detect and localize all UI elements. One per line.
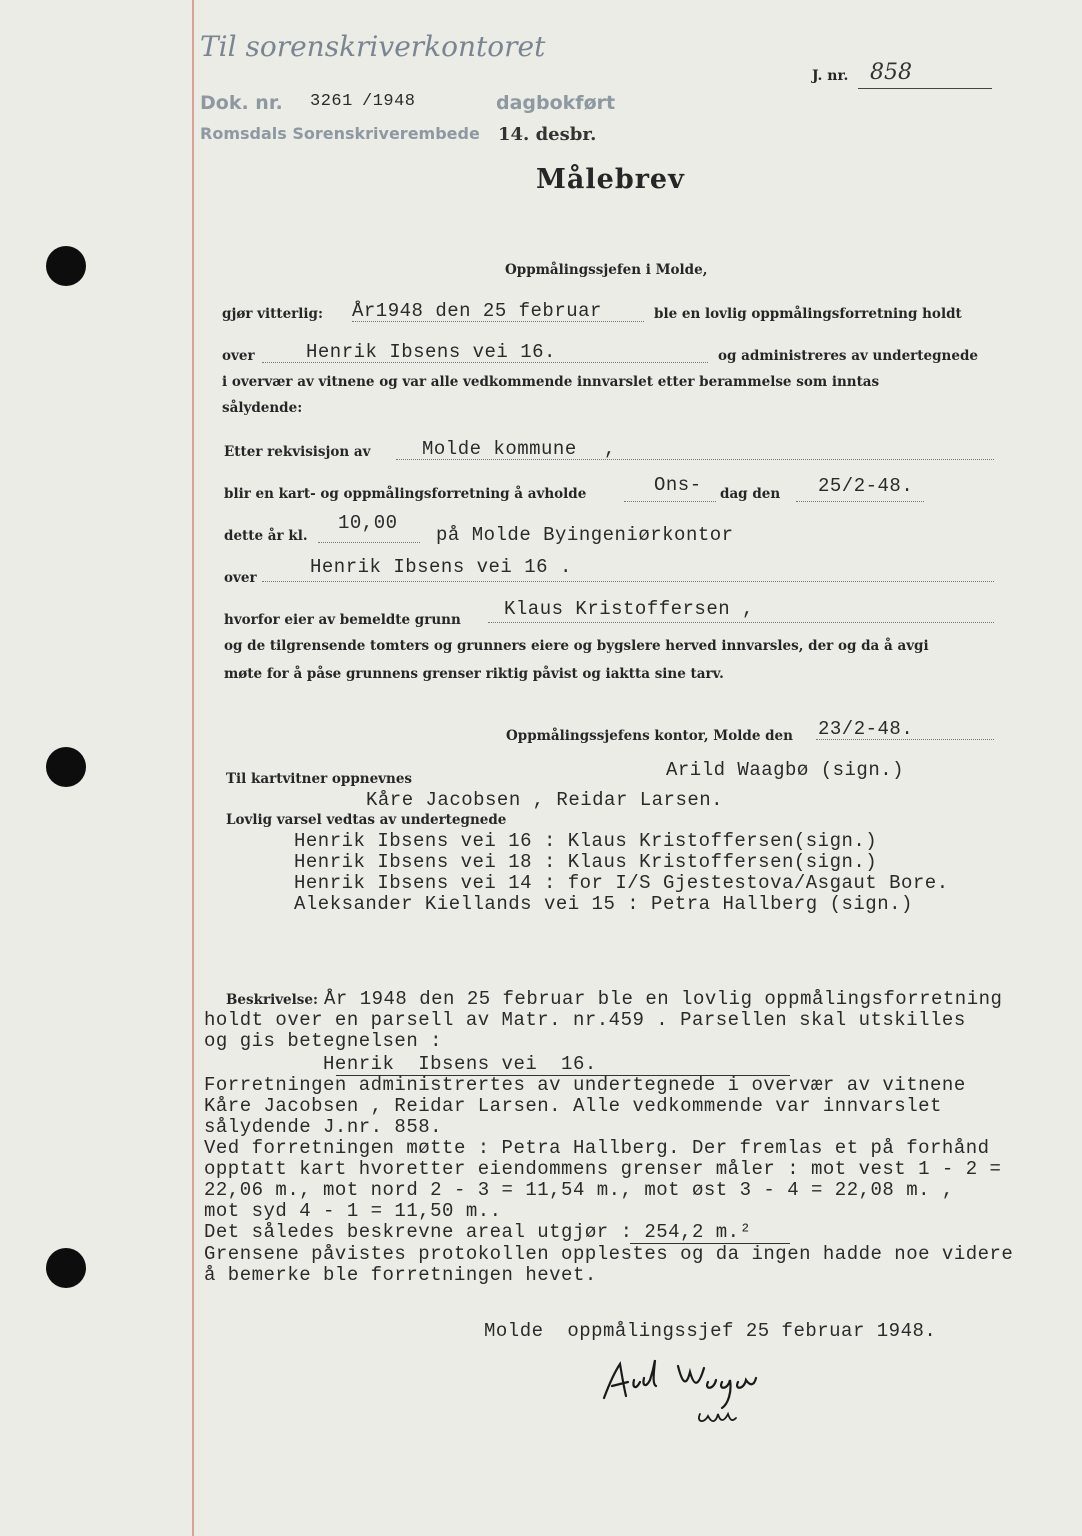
description-line: Grensene påvistes protokollen opplestes og da ingen hadde noe videre <box>204 1243 1014 1265</box>
stamp-doc-number: 3261 <box>310 92 353 111</box>
page-title: Målebrev <box>536 164 685 195</box>
over-fill <box>262 581 994 582</box>
witness-label: Til kartvitner oppnevnes <box>226 771 413 787</box>
description-line: mot syd 4 - 1 = 11,50 m.. <box>204 1200 502 1222</box>
neighbour-line: Henrik Ibsens vei 14 : for I/S Gjestestova/Asgaut Bore. <box>294 872 949 894</box>
place-value: på Molde Byingeniørkontor <box>436 524 734 546</box>
time-value: 10,00 <box>338 512 398 534</box>
description-label: Beskrivelse: <box>226 992 318 1008</box>
line3: i overvær av vitnene og var alle vedkommende innvarslet etter berammelse som inntas <box>222 374 880 390</box>
notice-line2: møte for å påse grunnens grenser riktig påvist og iaktta sine tarv. <box>224 666 724 682</box>
authority: Oppmålingssjefen i Molde, <box>505 262 708 278</box>
witnesses: Kåre Jacobsen , Reidar Larsen. <box>366 789 724 811</box>
office-date-fill <box>816 739 994 740</box>
description-line: holdt over en parsell av Matr. nr.459 . Parsellen skal utskilles <box>204 1009 966 1031</box>
description-line: Ved forretningen møtte : Petra Hallberg. Der fremlas et på forhånd <box>204 1137 990 1159</box>
description-first-line: År 1948 den 25 februar ble en lovlig oppmålingsforretning <box>324 988 1003 1010</box>
meeting-date: 25/2-48. <box>818 475 914 497</box>
stamp-doc-year: /1948 <box>362 92 416 111</box>
notice-label: Lovlig varsel vedtas av undertegnede <box>226 812 507 828</box>
stamp-doc-label: Dok. nr. <box>200 92 283 114</box>
stamp-date: 14. desbr. <box>498 124 597 145</box>
meeting-weekday: Ons- <box>654 474 702 496</box>
punch-hole <box>46 747 86 787</box>
description-line: å bemerke ble forretningen hevet. <box>204 1264 597 1286</box>
stamp-court-name: Romsdals Sorenskriverembede <box>200 124 480 143</box>
neighbour-line: Henrik Ibsens vei 16 : Klaus Kristoffersen(sign.) <box>294 830 878 852</box>
requisition-fill <box>396 459 994 460</box>
journal-number: 858 <box>870 60 912 85</box>
handwritten-title: Til sorenskriverkontoret <box>200 30 546 63</box>
line4: sålydende: <box>222 400 303 416</box>
description-line: opptatt kart hvoretter eiendommens grenser måler : mot vest 1 - 2 = <box>204 1158 1002 1180</box>
area-line: Det således beskrevne areal utgjør : 254,2 m.² <box>204 1221 752 1243</box>
description-line: 22,06 m., mot nord 2 - 3 = 11,54 m., mot øst 3 - 4 = 22,08 m. , <box>204 1179 954 1201</box>
signed-by: Arild Waagbø (sign.) <box>666 759 905 781</box>
owner-value: Klaus Kristoffersen , <box>504 598 754 620</box>
line2-value: Henrik Ibsens vei 16. <box>306 341 556 363</box>
line2-label: over <box>222 348 255 364</box>
notice-line1: og de tilgrensende tomters og grunners eiere og bygslere herved innvarsles, der og da å avgi <box>224 638 929 654</box>
description-line: Kåre Jacobsen , Reidar Larsen. Alle vedkommende var innvarslet <box>204 1095 942 1117</box>
journal-label: J. nr. <box>812 68 849 84</box>
owner-label: hvorfor eier av bemeldte grunn <box>224 612 461 628</box>
neighbour-line: Henrik Ibsens vei 18 : Klaus Kristoffersen(sign.) <box>294 851 878 873</box>
time-fill <box>318 542 420 543</box>
line1-fill <box>352 321 644 322</box>
requisition-label: Etter rekvisisjon av <box>224 444 371 460</box>
description-line: Forretningen administrertes av undertegnede i overvær av vitnene <box>204 1074 966 1096</box>
parcel-name: Henrik Ibsens vei 16. <box>204 1053 597 1075</box>
over-value: Henrik Ibsens vei 16 . <box>310 556 572 578</box>
closing-line: Molde oppmålingssjef 25 februar 1948. <box>484 1320 937 1342</box>
line1-label: gjør vitterlig: <box>222 306 323 322</box>
meeting-label: blir en kart- og oppmålingsforretning å avholde <box>224 486 587 502</box>
owner-fill <box>488 622 994 623</box>
requisition-value: Molde kommune <box>422 438 577 460</box>
over-label: over <box>224 570 257 586</box>
meeting-day-label: dag den <box>720 486 781 502</box>
time-label: dette år kl. <box>224 528 308 544</box>
stamp-dagbokfort: dagbokført <box>496 92 616 114</box>
journal-underline <box>858 88 992 89</box>
description-line: og gis betegnelsen : <box>204 1030 443 1052</box>
line2-fill <box>262 362 708 363</box>
office-date: 23/2-48. <box>818 718 914 740</box>
line1-value: År1948 den 25 februar <box>352 300 602 322</box>
punch-hole <box>46 246 86 286</box>
description-line: sålydende J.nr. 858. <box>204 1116 443 1138</box>
office-label: Oppmålingssjefens kontor, Molde den <box>506 728 793 744</box>
neighbour-line: Aleksander Kiellands vei 15 : Petra Hallberg (sign.) <box>294 893 913 915</box>
line1-suffix: ble en lovlig oppmålingsforretning holdt <box>654 306 962 322</box>
line2-suffix: og administreres av undertegnede <box>718 348 978 364</box>
handwritten-signature <box>600 1352 830 1432</box>
margin-line <box>192 0 194 1536</box>
requisition-comma: , <box>604 438 616 460</box>
meeting-weekday-fill <box>624 501 716 502</box>
meeting-date-fill <box>796 501 924 502</box>
punch-hole <box>46 1248 86 1288</box>
